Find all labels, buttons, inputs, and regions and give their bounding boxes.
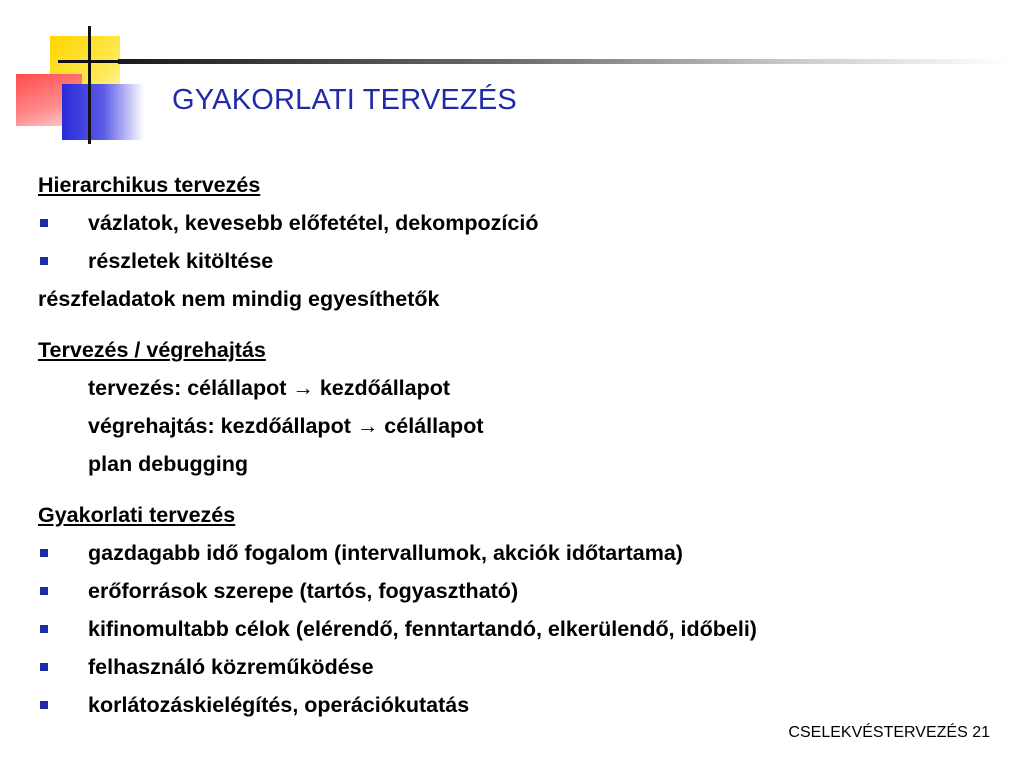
bullet-text: kifinomultabb célok (elérendő, fenntartandó, elkerülendő, időbeli) <box>88 617 757 641</box>
section-heading-gyakorlati: Gyakorlati tervezés <box>38 503 236 527</box>
indented-item: tervezés: célállapot → kezdőállapot <box>88 376 451 400</box>
bullet-square-icon <box>40 257 48 265</box>
slide-title: GYAKORLATI TERVEZÉS <box>172 84 517 116</box>
bullet-square-icon <box>40 625 48 633</box>
slide-content <box>38 166 998 724</box>
section-heading-hierarchikus: Hierarchikus tervezés <box>38 173 261 197</box>
slide-footer: CSELEKVÉSTERVEZÉS 21 <box>788 724 990 741</box>
bullet-item <box>38 204 998 242</box>
bullet-square-icon <box>40 219 48 227</box>
indented-item: plan debugging <box>88 452 249 476</box>
bullet-square-icon <box>40 587 48 595</box>
spacer <box>38 318 998 331</box>
section-note: részfeladatok nem mindig egyesíthetők <box>38 287 440 311</box>
slide-logo <box>0 0 170 150</box>
logo-blue-square <box>62 84 144 140</box>
bullet-item <box>38 648 998 686</box>
bullet-item <box>38 610 998 648</box>
bullet-text: gazdagabb idő fogalom (intervallumok, akciók időtartama) <box>88 541 683 565</box>
bullet-text: vázlatok, kevesebb előfetétel, dekompozíció <box>88 211 539 235</box>
bullet-square-icon <box>40 549 48 557</box>
indented-item: végrehajtás: kezdőállapot → célállapot <box>88 414 484 438</box>
bullet-item <box>38 572 998 610</box>
logo-vertical-line <box>88 26 91 144</box>
bullet-item <box>38 534 998 572</box>
title-rule <box>118 59 1008 64</box>
bullet-item <box>38 242 998 280</box>
bullet-text: felhasználó közreműködése <box>88 655 374 679</box>
bullet-text: részletek kitöltése <box>88 249 274 273</box>
bullet-text: korlátozáskielégítés, operációkutatás <box>88 693 470 717</box>
bullet-square-icon <box>40 663 48 671</box>
section-heading-tervezes-vegrehajtas: Tervezés / végrehajtás <box>38 338 266 362</box>
bullet-text: erőforrások szerepe (tartós, fogyasztható) <box>88 579 519 603</box>
bullet-square-icon <box>40 701 48 709</box>
spacer <box>38 483 998 496</box>
bullet-item <box>38 686 998 724</box>
